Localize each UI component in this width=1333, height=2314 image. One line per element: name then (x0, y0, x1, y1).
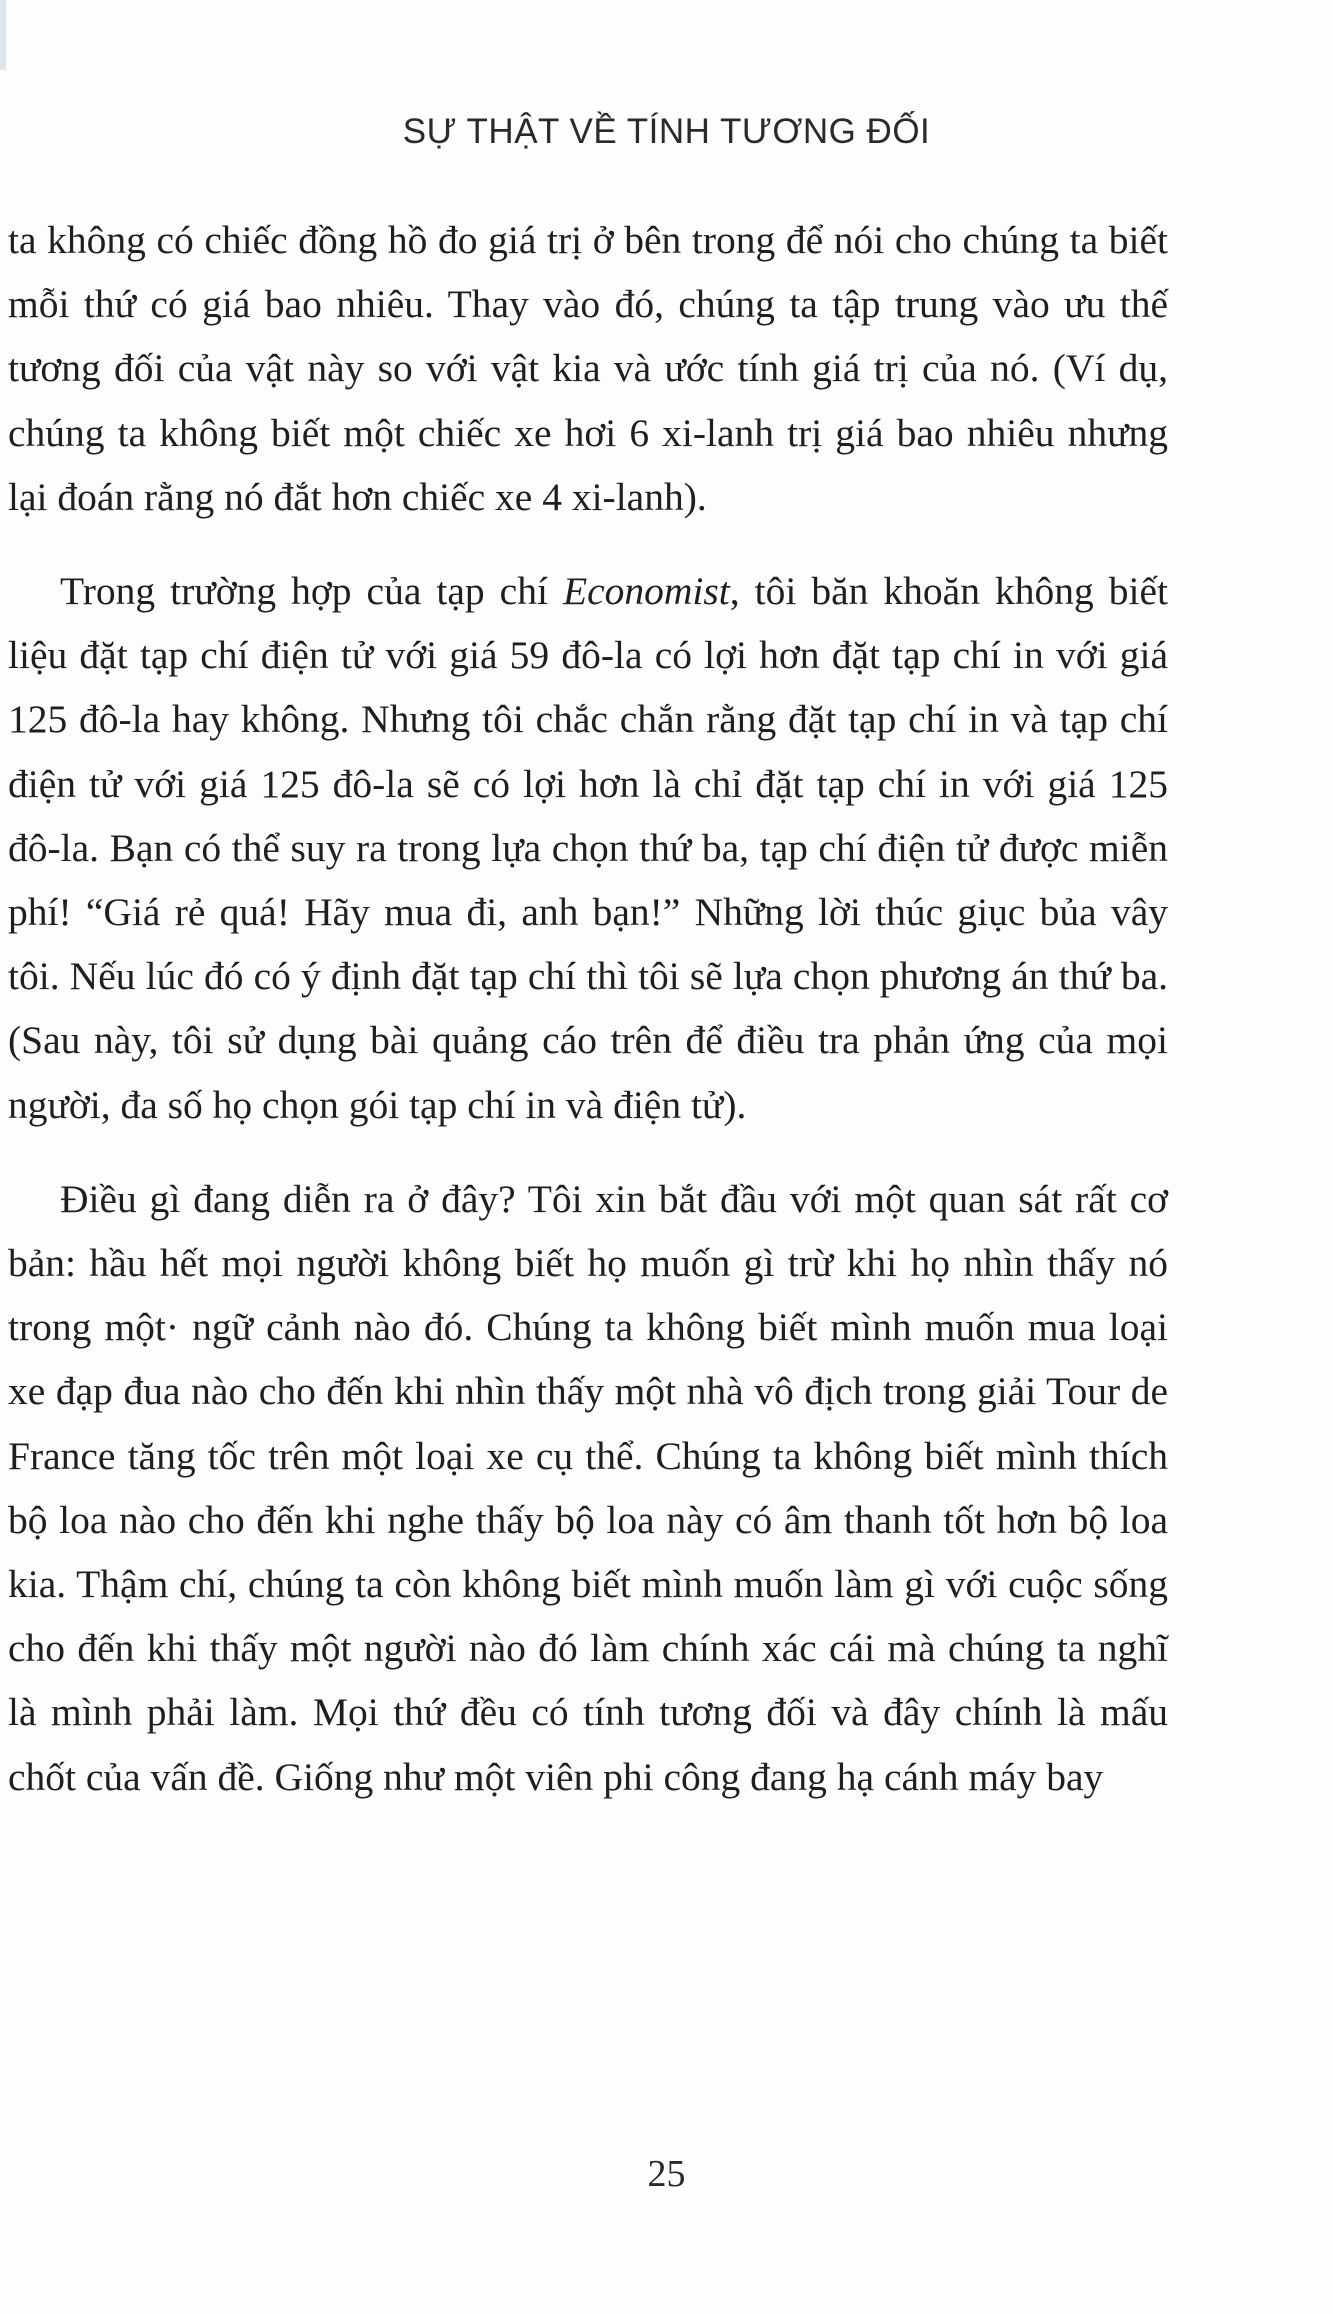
paragraph-3: Điều gì đang diễn ra ở đây? Tôi xin bắt đầu với một quan sát rất cơ bản: hầu hết mọi người không biết họ muốn gì trừ khi họ nhìn thấy nó trong một· ngữ cảnh nào đó. Chúng ta không biết mình muốn mua loại xe đạp đua nào cho đến khi nhìn thấy một nhà vô địch trong giải Tour de France tăng tốc trên một loại xe cụ thể. Chúng ta không biết mình thích bộ loa nào cho đến khi nghe thấy bộ loa này có âm thanh tốt hơn bộ loa kia. Thậm chí, chúng ta còn không biết mình muốn làm gì với cuộc sống cho đến khi thấy một người nào đó làm chính xác cái mà chúng ta nghĩ là mình phải làm. Mọi thứ đều có tính tương đối và đây chính là mấu chốt của vấn đề. Giống như một viên phi công đang hạ cánh máy bay (8, 1176, 1168, 1799)
paragraph-1: ta không có chiếc đồng hồ đo giá trị ở bên trong để nói cho chúng ta biết mỗi thứ có giá bao nhiêu. Thay vào đó, chúng ta tập trung vào ưu thế tương đối của vật này so với vật kia và ước tính giá trị của nó. (Ví dụ, chúng ta không biết một chiếc xe hơi 6 xi-lanh trị giá bao nhiêu nhưng lại đoán rằng nó đắt hơn chiếc xe 4 xi-lanh). (8, 218, 1168, 519)
paragraph-2-lead: Trong trường hợp của tạp chí (60, 569, 563, 614)
magazine-title: Economist (562, 569, 730, 614)
scan-edge-mark (0, 0, 6, 70)
page-number: 25 (647, 2153, 686, 2195)
paragraph-2-rest: , tôi băn khoăn không biết liệu đặt tạp chí điện tử với giá 59 đô-la có lợi hơn đặt tạp chí in với giá 125 đô-la hay không. Nhưng tôi chắc chắn rằng đặt tạp chí in và tạp chí điện tử với giá 125 đô-la sẽ có lợi hơn là chỉ đặt tạp chí in với giá 125 đô-la. Bạn có thể suy ra trong lựa chọn thứ ba, tạp chí điện tử được miễn phí! “Giá rẻ quá! Hãy mua đi, anh bạn!” Những lời thúc giục bủa vây tôi. Nếu lúc đó có ý định đặt tạp chí thì tôi sẽ lựa chọn phương án thứ ba. (Sau này, tôi sử dụng bài quảng cáo trên để điều tra phản ứng của mọi người, đa số họ chọn gói tạp chí in và điện tử). (8, 569, 1168, 1127)
paragraph-2 (8, 559, 1168, 1137)
body-text (8, 208, 1168, 1809)
running-head: SỰ THẬT VỀ TÍNH TƯƠNG ĐỐI (402, 112, 931, 151)
